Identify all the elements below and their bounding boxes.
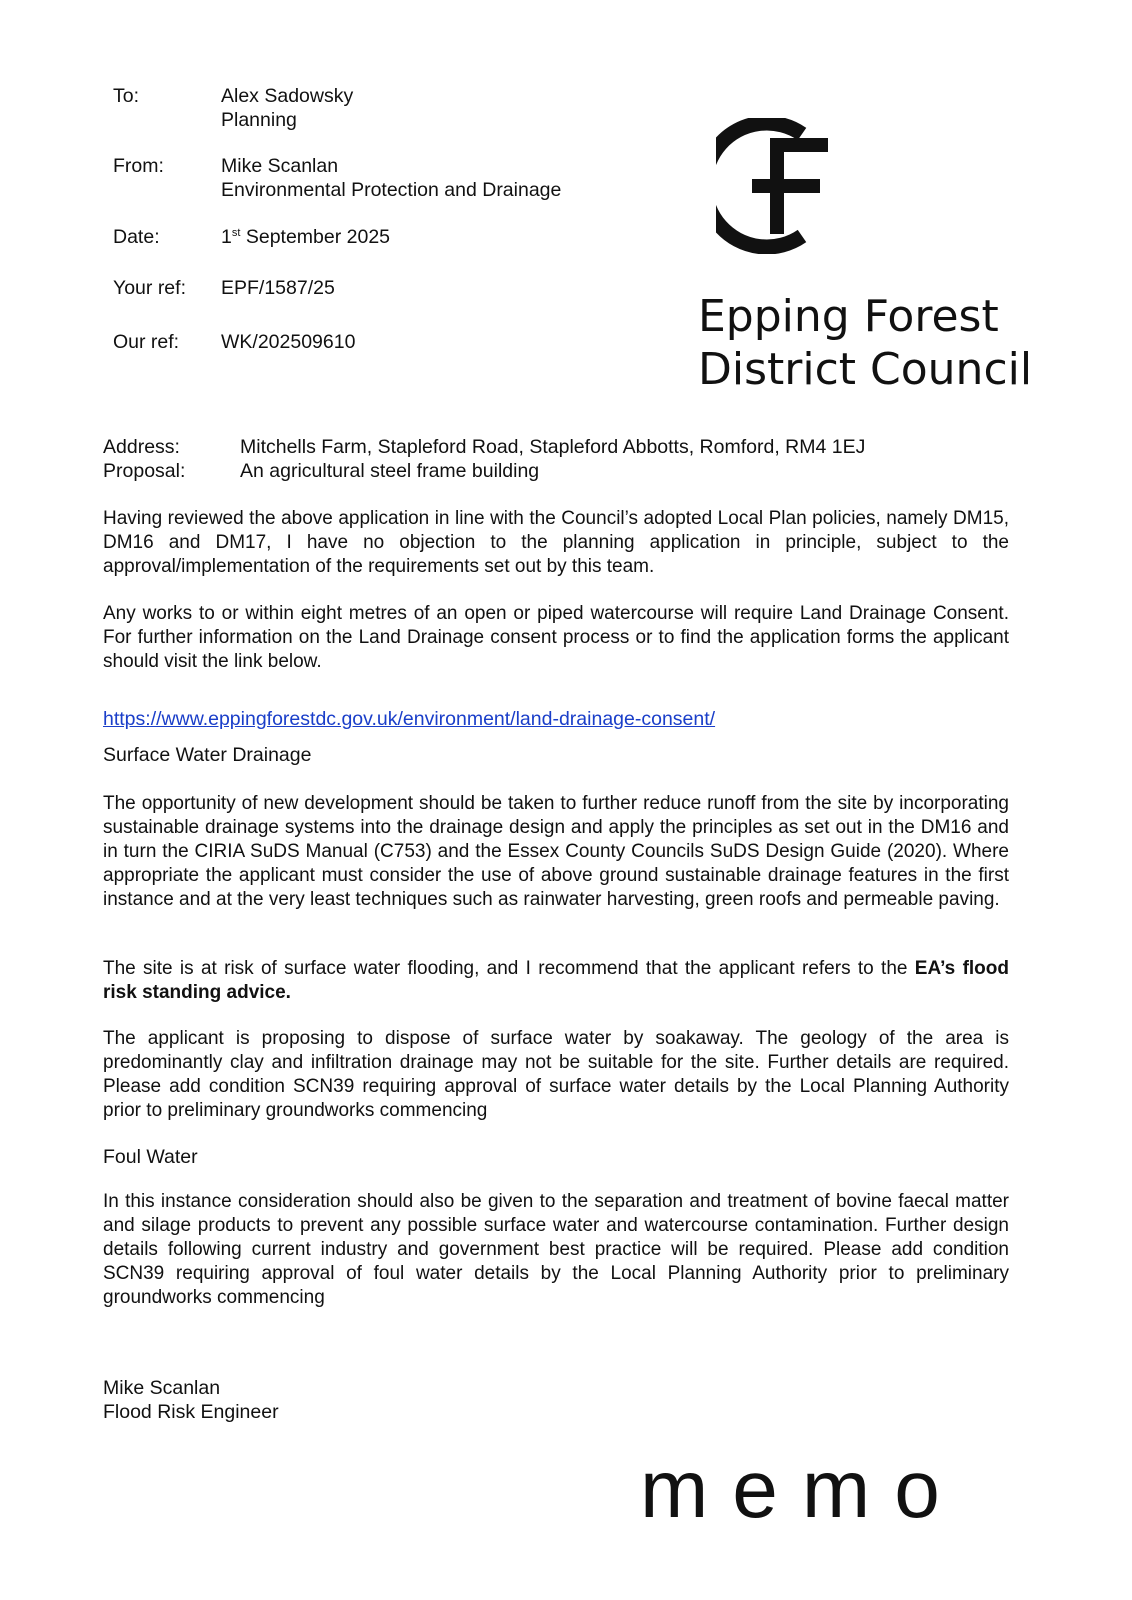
proposal-label: Proposal: [103,460,186,482]
memo-footer: memo [640,1444,964,1535]
your-ref-label: Your ref: [113,277,186,299]
council-name-line2: District Council [698,344,1033,395]
signature-block [103,1376,279,1424]
our-ref-label: Our ref: [113,331,180,353]
intro-paragraph: Having reviewed the above application in line with the Council’s adopted Local Plan policies, namely DM15, DM16 and DM17, I have no objection to the planning application in principle, subject to the approval/implementation of the requirements set out by this team. [103,508,1009,577]
from-dept: Environmental Protection and Drainage [221,179,562,201]
date-rest: September 2025 [240,226,391,248]
date-label: Date: [113,226,160,248]
to-value [221,84,353,132]
to-label: To: [113,85,140,107]
date-suffix: st [231,227,241,239]
flood-risk-paragraph [103,957,1009,1005]
signature-title: Flood Risk Engineer [103,1401,279,1423]
address-label: Address: [103,436,180,458]
to-dept: Planning [221,109,297,131]
to-name: Alex Sadowsky [221,85,354,107]
flood-risk-text: The site is at risk of surface water flooding, and I recommend that the applicant refers to the [103,958,908,979]
from-value [221,154,561,202]
council-name-line1: Epping Forest [698,291,999,342]
date-value [221,225,390,249]
surface-water-heading: Surface Water Drainage [103,744,312,766]
proposal-value: An agricultural steel frame building [240,460,540,482]
our-ref-value: WK/202509610 [221,331,356,353]
soakaway-paragraph: The applicant is proposing to dispose of surface water by soakaway. The geology of the area is predominantly clay and infiltration drainage may not be suitable for the site. Further details are required. Please add condition SCN39 requiring approval of surface water details by the Local Planning Authority prior to preliminary groundworks commencing [103,1028,1009,1121]
watercourse-paragraph: Any works to or within eight metres of an open or piped watercourse will require Land Drainage Consent. For further information on the Land Drainage consent process or to find the application forms the applicant should visit the link below. [103,603,1009,672]
surface-water-paragraph: The opportunity of new development should be taken to further reduce runoff from the site by incorporating sustainable drainage systems into the drainage design and apply the principles as set out in the DM16 and in turn the CIRIA SuDS Manual (C753) and the Essex County Councils SuDS Design Guide (2020). Where appropriate the applicant must consider the use of above ground sustainable drainage features in the first instance and at the very least techniques such as rainwater harvesting, green roofs and permeable paving. [103,793,1009,910]
from-name: Mike Scanlan [221,155,339,177]
from-label: From: [113,155,164,177]
council-name [698,290,1038,396]
foul-water-paragraph: In this instance consideration should also be given to the separation and treatment of bovine faecal matter and silage products to prevent any possible surface water and watercourse contamination. Further design details following current industry and government best practice will be required. Please add condition SCN39 requiring approval of foul water details by the Local Planning Authority prior to preliminary groundworks commencing [103,1191,1009,1308]
your-ref-value: EPF/1587/25 [221,277,335,299]
land-drainage-consent-link[interactable]: https://www.eppingforestdc.gov.uk/environment/land-drainage-consent/ [103,708,716,730]
date-day: 1 [221,226,232,248]
foul-water-heading: Foul Water [103,1146,198,1168]
signature-name: Mike Scanlan [103,1377,221,1399]
flood-risk-standing-advice: EA’s flood risk standing advice. [103,958,1009,1003]
council-logo-icon [716,118,832,254]
address-value: Mitchells Farm, Stapleford Road, Stapleford Abbotts, Romford, RM4 1EJ [240,436,866,458]
